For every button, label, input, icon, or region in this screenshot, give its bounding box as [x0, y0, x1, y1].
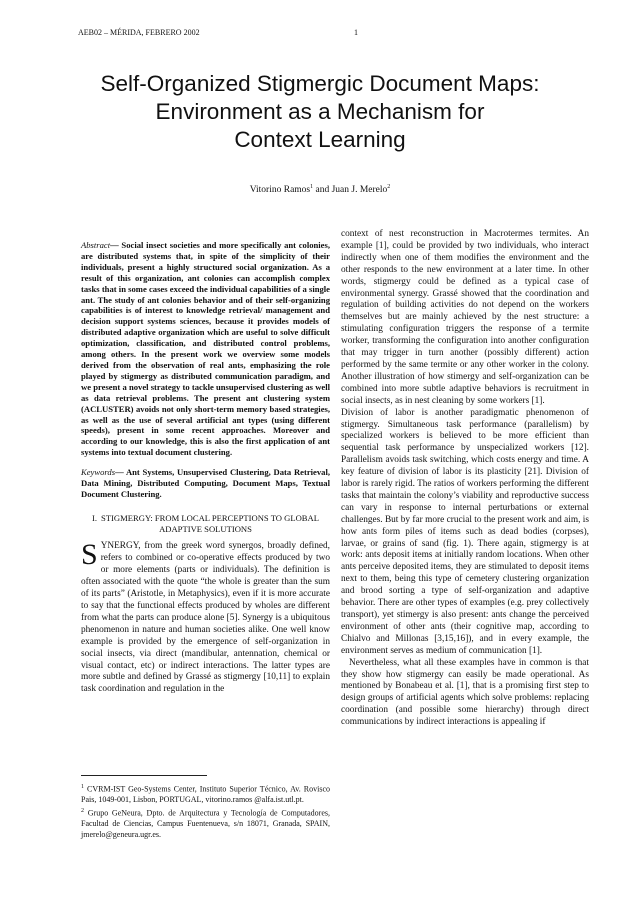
footnote-2-text: Grupo GeNeura, Dpto. de Arquitectura y Tecnología de Computadores, Facultad de Ciencias, Campus Fuentenueva, s/n 18071, Granada, SPAIN, jmerelo@geneura.ugr.es.: [81, 808, 331, 839]
author-2: Juan J. Merelo: [331, 185, 388, 196]
keywords-label: Keywords: [81, 467, 116, 478]
title-line-2: Environment as a Mechanism for: [155, 99, 485, 124]
footnotes: [81, 782, 330, 840]
title-line-3: Context Learning: [234, 127, 406, 152]
section-title-line-2: ADAPTIVE SOLUTIONS: [159, 523, 252, 534]
body-paragraph-3: Nevertheless, what all these examples have in common is that they show how stigmergy can easily be made operational. As mentioned by Bonabeau et al. [1], that is a promising first step to design groups of artificial agents which solve problems: replacing coordination (and possible some hierarchy) through direct communications by indirect interactions is appealing if: [341, 657, 589, 728]
abstract: [81, 240, 330, 458]
author-2-mark: 2: [387, 184, 391, 190]
author-conjunction: and: [313, 185, 332, 196]
author-line: [160, 184, 480, 195]
right-column: [341, 229, 589, 729]
running-header: [78, 28, 558, 37]
section-heading: [81, 513, 330, 535]
body-paragraph-1: context of nest reconstruction in Macrotermes termites. An example [1], could be provided by two individuals, who interact indirectly when one of them modifies the environment and the other responds to the new environment at a later time. In other words, stigmergy could be defined as a typical case of environmental synergy. Grassé showed that the coordination and regulation of building activities do not depend on the workers themselves but are mainly achieved by the nest structure: a stimulating configuration triggers the response of a termite worker, transforming the configuration into another configuration that may trigger in turn another (possibly different) action performed by the same termite or any other worker in the colony. Another illustration of how stimergy and self-organization can be combined into more subtle adaptive behaviors is recruitment in social insects, as in nest cleaning by some workers [1].: [341, 229, 589, 406]
author-1-mark: 1: [310, 184, 314, 190]
footnote-2: [81, 806, 330, 840]
header-journal: AEB02 – MÉRIDA, FEBRERO 2002: [78, 28, 200, 37]
left-column: [81, 240, 330, 696]
author-1: Vitorino Ramos: [249, 185, 311, 196]
footnote-1-mark: 1: [81, 784, 84, 790]
intro-text: YNERGY, from the greek word synergos, broadly defined, refers to combined or co-operative effects produced by two or more elements (parts or individuals). The definition is often associated with the quote “the whole is greater than the sum of its parts” (Aristotle, in Metaphysics), even if it is more accurate to say that the functional effects produced by wholes are different from what the parts can produce alone [5]. Synergy is a ubiquitous phenomenon in nature and human societies alike. One well know example is provided by the emergence of self-organization in social insects, via direct (mandibular, antennation, chemical or visual contact, etc) or indirect interactions. The latter types are more subtle and defined by Grassé as stigmergy [10,11] to explain task coordination and regulation in the: [81, 541, 330, 695]
abstract-label: Abstract: [81, 240, 111, 250]
drop-cap: S: [81, 538, 98, 572]
intro-paragraph: [81, 538, 330, 696]
section-number: I.: [92, 512, 98, 523]
body-paragraph-2: Division of labor is another paradigmatic phenomenon of stigmergy. Simultaneous task performance (parallelism) by specialized workers is believed to be more efficient than sequential task performance by unspecialized workers [12]. Parallelism avoids task switching, which costs energy and time. A key feature of division of labor is its plasticity [21]. Division of labor is rarely rigid. The ratios of workers performing the different tasks that maintain the colony’s viability and reproductive success can vary in response to internal perturbations or external challenges. But by far more crucial to the present work and aim, is how ants form piles of items such as dead bodies (corpses), larvae, or grains of sand (fig. 1). There again, stigmergy is at work: ants deposit items at initially random locations. When other ants perceive deposited items, they are stimulated to deposit items next to them, being this type of cemetery clustering organization and brood sorting a type of self-organization and adaptive behavior. There are other types of examples (e.g. prey collectively transport), yet stimergy is also present: ants change the perceived environment of other ants (their cognitive map, according to Chialvo and Millonas [3,15,16]), and in every example, the environment serves as medium of communication [1].: [341, 407, 589, 656]
page-number: 1: [354, 28, 358, 37]
section-title-line-1: STIGMERGY: FROM LOCAL PERCEPTIONS TO GLOBAL: [101, 512, 319, 523]
footnote-2-mark: 2: [81, 807, 84, 814]
footnote-1-text: CVRM-IST Geo-Systems Center, Instituto Superior Técnico, Av. Rovisco Pais, 1049-001, Lisbon, PORTUGAL, vitorino.ramos @alfa.ist.utl.pt.: [81, 784, 331, 805]
footnote-1: [81, 782, 330, 806]
paper-title: [60, 70, 580, 154]
title-line-1: Self-Organized Stigmergic Document Maps:: [100, 71, 540, 96]
abstract-text: — Social insect societies and more specifically ant colonies, are distributed systems that, in spite of the simplicity of their individuals, present a highly structured social organization. As a result of this organization, ant colonies can accomplish complex tasks that in some cases exceed the individual capabilities of a single ant. The study of ant colonies behavior and of their self-organizing capabilities is of interest to knowledge retrieval/ management and decision support systems sciences, because it provides models of distributed adaptive organization which are useful to solve difficult optimization, classification, and distributed control problems, among others. In the present work we overview some models derived from the observation of real ants, emphasizing the role played by stigmergy as distributed communication paradigm, and we present a novel strategy to tackle unsupervised clustering as well as data retrieval problems. The present ant clustering system (ACLUSTER) avoids not only short-term memory based strategies, as well as the use of several artificial ant types (using different speeds), present in some recent approaches. Moreover and according to our knowledge, this is also the first application of ant systems into textual document clustering.: [81, 240, 330, 458]
keywords-text: — Ant Systems, Unsupervised Clustering, Data Retrieval, Data Mining, Distributed Computing, Document Maps, Textual Document Clustering.: [81, 467, 330, 499]
footnote-divider: [81, 775, 207, 776]
keywords: [81, 467, 330, 500]
